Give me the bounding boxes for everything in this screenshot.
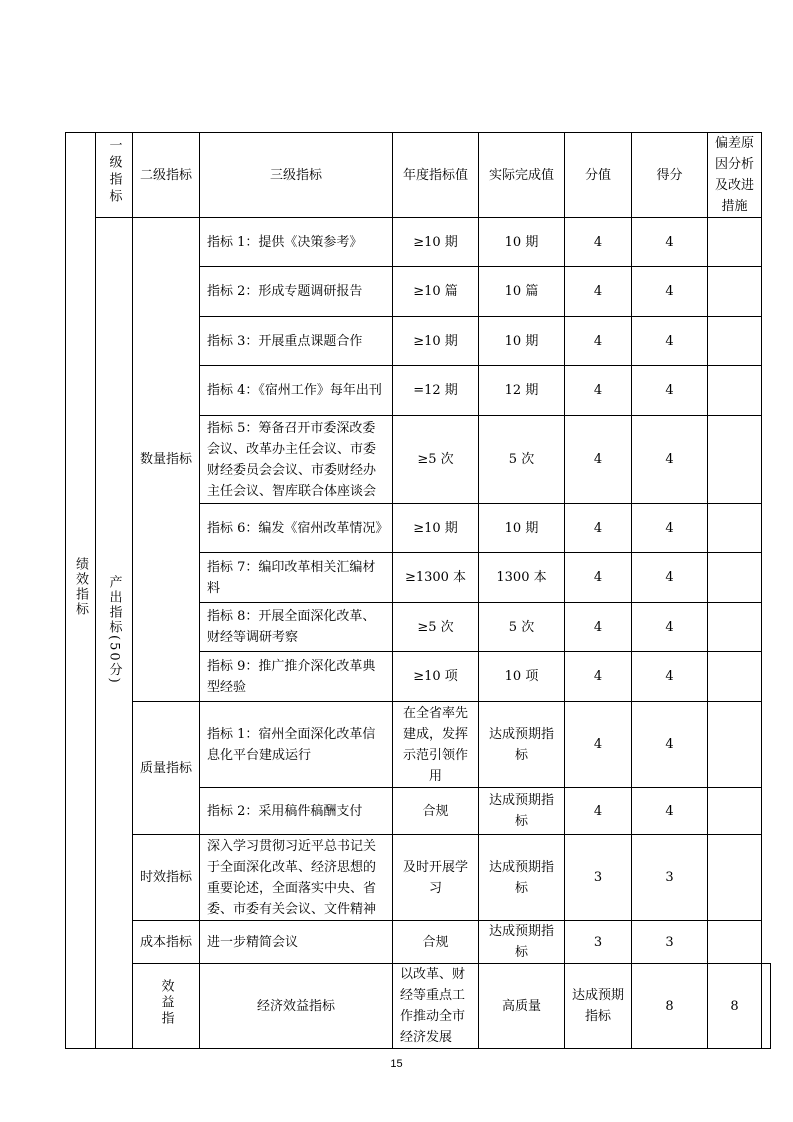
header-score-value: 分值 xyxy=(565,133,632,218)
indicator-cell: 进一步精简会议 xyxy=(200,921,393,964)
value-cell: 4 xyxy=(565,317,632,366)
target-cell: ≥10 期 xyxy=(393,218,479,267)
note-cell xyxy=(708,652,762,702)
value-cell: 4 xyxy=(565,702,632,788)
actual-cell: 10 期 xyxy=(479,317,565,366)
header-deviation: 偏差原因分析及改进措施 xyxy=(708,133,762,218)
header-actual: 实际完成值 xyxy=(479,133,565,218)
header-level1: 一级指标 xyxy=(96,133,133,218)
note-cell xyxy=(708,603,762,652)
note-cell xyxy=(708,317,762,366)
target-cell: 合规 xyxy=(393,788,479,835)
actual-cell: 达成预期指标 xyxy=(479,835,565,921)
indicator-cell: 指标 1：提供《决策参考》 xyxy=(200,218,393,267)
score-cell: 4 xyxy=(632,416,708,504)
actual-cell: 达成预期指标 xyxy=(565,964,632,1049)
quantity-group-cell: 数量指标 xyxy=(133,218,200,702)
actual-cell: 5 次 xyxy=(479,603,565,652)
target-cell: 在全省率先建成，发挥示范引领作用 xyxy=(393,702,479,788)
note-cell xyxy=(708,788,762,835)
note-cell xyxy=(708,702,762,788)
header-score-got: 得分 xyxy=(632,133,708,218)
actual-cell: 达成预期指标 xyxy=(479,788,565,835)
header-row xyxy=(66,133,771,218)
page-number: 15 xyxy=(390,1058,403,1070)
actual-cell: 10 篇 xyxy=(479,267,565,317)
actual-cell: 1300 本 xyxy=(479,553,565,603)
performance-indicator-table xyxy=(65,132,771,1049)
note-cell xyxy=(708,416,762,504)
table-row xyxy=(66,702,771,788)
actual-cell: 5 次 xyxy=(479,416,565,504)
score-cell: 4 xyxy=(632,317,708,366)
indicator-cell: 指标 3：开展重点课题合作 xyxy=(200,317,393,366)
target-cell: ≥1300 本 xyxy=(393,553,479,603)
target-cell: =12 期 xyxy=(393,366,479,416)
economic-group-cell: 经济效益指标 xyxy=(200,964,393,1049)
note-cell xyxy=(708,553,762,603)
indicator-cell: 指标 4：《宿州工作》每年出刊 xyxy=(200,366,393,416)
score-cell: 4 xyxy=(632,553,708,603)
output-group-label: 产出指标(50分) xyxy=(106,574,122,685)
output-group-cell xyxy=(96,218,133,1049)
value-cell: 4 xyxy=(565,267,632,317)
score-cell: 4 xyxy=(632,267,708,317)
value-cell: 4 xyxy=(565,504,632,553)
target-cell: ≥10 期 xyxy=(393,504,479,553)
timeliness-group-cell: 时效指标 xyxy=(133,835,200,921)
actual-cell: 10 项 xyxy=(479,652,565,702)
target-cell: ≥5 次 xyxy=(393,416,479,504)
indicator-cell: 指标 5：筹备召开市委深改委会议、改革办主任会议、市委财经委员会会议、市委财经办主任会议、智库联合体座谈会 xyxy=(200,416,393,504)
target-cell: ≥10 项 xyxy=(393,652,479,702)
value-cell: 3 xyxy=(565,835,632,921)
score-cell: 4 xyxy=(632,603,708,652)
value-cell: 4 xyxy=(565,416,632,504)
category-cell xyxy=(66,133,96,1049)
target-cell: ≥10 期 xyxy=(393,317,479,366)
table-row xyxy=(66,921,771,964)
score-cell: 3 xyxy=(632,921,708,964)
target-cell: 高质量 xyxy=(479,964,565,1049)
indicator-cell: 指标 2：采用稿件稿酬支付 xyxy=(200,788,393,835)
note-cell xyxy=(708,504,762,553)
target-cell: ≥5 次 xyxy=(393,603,479,652)
score-cell: 4 xyxy=(632,702,708,788)
indicator-cell: 深入学习贯彻习近平总书记关于全面深化改革、经济思想的重要论述，全面落实中央、省委、市委有关会议、文件精神 xyxy=(200,835,393,921)
note-cell xyxy=(708,921,762,964)
value-cell: 3 xyxy=(565,921,632,964)
indicator-cell: 指标 9：推广推介深化改革典型经验 xyxy=(200,652,393,702)
score-cell: 4 xyxy=(632,504,708,553)
actual-cell: 10 期 xyxy=(479,504,565,553)
value-cell: 4 xyxy=(565,652,632,702)
note-cell xyxy=(708,835,762,921)
actual-cell: 达成预期指标 xyxy=(479,921,565,964)
actual-cell: 达成预期指标 xyxy=(479,702,565,788)
actual-cell: 12 期 xyxy=(479,366,565,416)
table-row xyxy=(66,218,771,267)
indicator-cell: 指标 2：形成专题调研报告 xyxy=(200,267,393,317)
value-cell: 4 xyxy=(565,603,632,652)
note-cell xyxy=(708,267,762,317)
note-cell xyxy=(708,366,762,416)
score-cell: 4 xyxy=(632,366,708,416)
indicator-cell: 以改革、财经等重点工作推动全市经济发展 xyxy=(393,964,479,1049)
target-cell: ≥10 篇 xyxy=(393,267,479,317)
note-cell xyxy=(708,218,762,267)
target-cell: 合规 xyxy=(393,921,479,964)
table-row xyxy=(66,835,771,921)
target-cell: 及时开展学习 xyxy=(393,835,479,921)
indicator-cell: 指标 7：编印改革相关汇编材料 xyxy=(200,553,393,603)
header-level3: 三级指标 xyxy=(200,133,393,218)
value-cell: 4 xyxy=(565,218,632,267)
score-cell: 4 xyxy=(632,788,708,835)
header-level2: 二级指标 xyxy=(133,133,200,218)
score-cell: 4 xyxy=(632,652,708,702)
table-row xyxy=(66,964,771,1049)
quality-group-cell: 质量指标 xyxy=(133,702,200,835)
score-cell: 3 xyxy=(632,835,708,921)
value-cell: 4 xyxy=(565,366,632,416)
value-cell: 4 xyxy=(565,553,632,603)
value-cell: 4 xyxy=(565,788,632,835)
score-cell: 4 xyxy=(632,218,708,267)
indicator-cell: 指标 1：宿州全面深化改革信息化平台建成运行 xyxy=(200,702,393,788)
indicator-cell: 指标 6：编发《宿州改革情况》 xyxy=(200,504,393,553)
benefit-group-label: 效益指 xyxy=(158,978,174,1027)
indicator-cell: 指标 8：开展全面深化改革、财经等调研考察 xyxy=(200,603,393,652)
header-annual-target: 年度指标值 xyxy=(393,133,479,218)
cost-group-cell: 成本指标 xyxy=(133,921,200,964)
value-cell: 8 xyxy=(632,964,708,1049)
note-cell xyxy=(762,964,771,1049)
category-label: 绩效指标 xyxy=(73,557,88,617)
benefit-group-cell xyxy=(133,964,200,1049)
score-cell: 8 xyxy=(708,964,762,1049)
actual-cell: 10 期 xyxy=(479,218,565,267)
